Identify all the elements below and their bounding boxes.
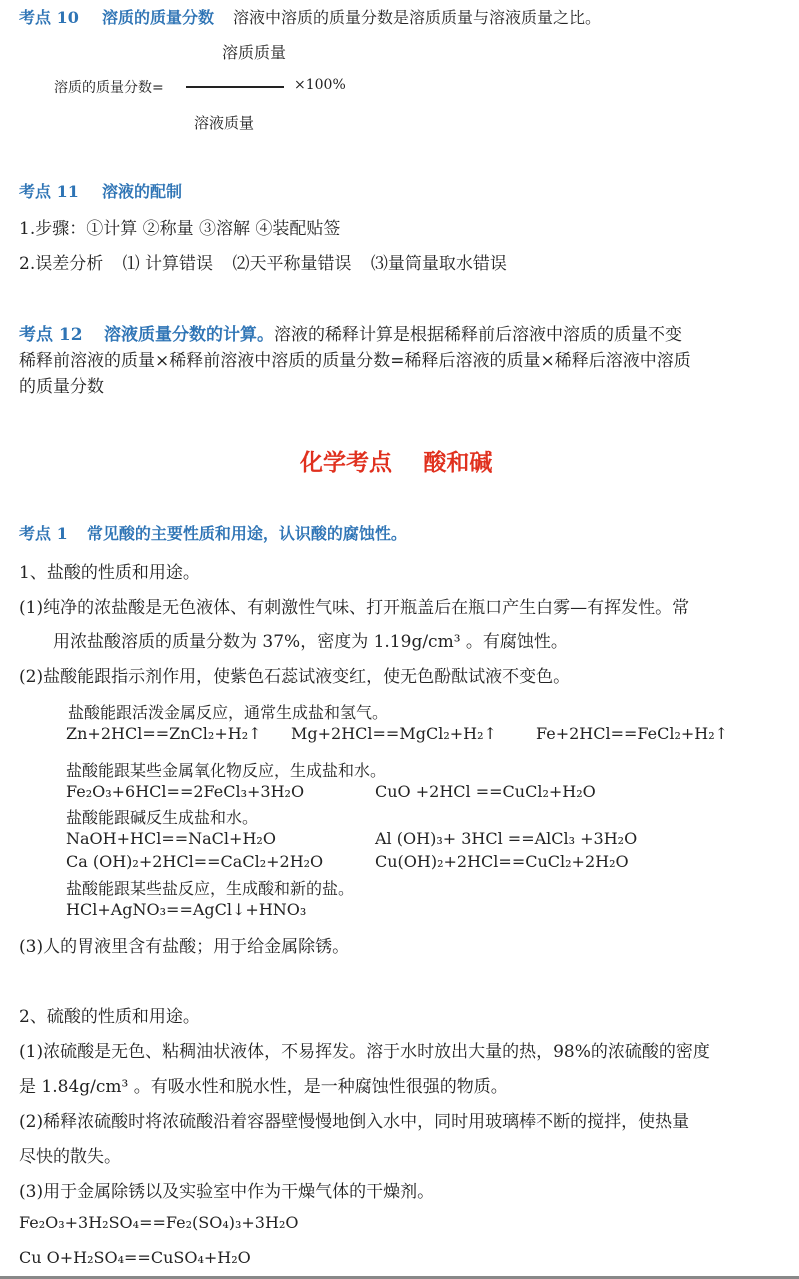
formula-lhs: 溶质的质量分数= (54, 80, 164, 96)
h2so4-p1-line2: 是 1.84g/cm³ 。有吸水性和脱水性，是一种腐蚀性很强的物质。 (19, 1077, 508, 1097)
k11-title: 溶液的配制 (101, 182, 182, 201)
formula-denominator: 溶液质量 (194, 114, 255, 132)
k11-step2-item2: ⑵天平称量错误 (232, 254, 352, 274)
eq-aloh3: Al (OH)₃+ 3HCl ==AlCl₃ +3H₂O (375, 829, 638, 848)
hcl-p2: (2)盐酸能跟指示剂作用，使紫色石蕊试液变红，使无色酚酞试液不变色。 (19, 667, 571, 687)
k12-title: 溶液质量分数的计算。 (103, 325, 274, 345)
section-title (300, 444, 492, 477)
eq-zn: Zn+2HCl==ZnCl₂+H₂↑ (66, 724, 262, 743)
hcl-reaction-metal: 盐酸能跟活泼金属反应，通常生成盐和氢气。 (68, 703, 389, 722)
k11-step2-item3: ⑶量筒量取水错误 (370, 254, 507, 274)
k11-step2-item1: ⑴ 计算错误 (122, 254, 214, 274)
formula-times: ×100% (294, 77, 346, 93)
hcl-reaction-oxide: 盐酸能跟某些金属氧化物反应，生成盐和水。 (66, 761, 387, 780)
k12-line2: 稀释前溶液的质量×稀释前溶液中溶质的质量分数=稀释后溶液的质量×稀释后溶液中溶质 (19, 351, 691, 371)
k11-step2-label: 2.误差分析 (19, 254, 104, 274)
k12-label: 考点 12 (19, 325, 83, 345)
hcl-reaction-salt: 盐酸能跟某些盐反应，生成酸和新的盐。 (66, 879, 355, 898)
k10-heading (19, 5, 601, 28)
eq-cuo-h2so4: Cu O+H₂SO₄==CuSO₄+H₂O (19, 1248, 251, 1267)
h2so4-p1-line1: (1)浓硫酸是无色、粘稠油状液体，不易挥发。溶于水时放出大量的热，98%的浓硫酸的密度 (19, 1042, 710, 1062)
h2so4-heading: 2、硫酸的性质和用途。 (19, 1007, 200, 1027)
eq-naoh: NaOH+HCl==NaCl+H₂O (66, 829, 276, 848)
hcl-p3: (3)人的胃液里含有盐酸；用于给金属除锈。 (19, 937, 350, 957)
eq-mg: Mg+2HCl==MgCl₂+H₂↑ (291, 724, 497, 743)
hcl-reaction-base: 盐酸能跟碱反生成盐和水。 (66, 808, 259, 827)
eq-fe: Fe+2HCl==FeCl₂+H₂↑ (536, 724, 729, 743)
section-title-main: 化学考点 (300, 449, 392, 476)
eq-fe2o3-h2so4: Fe₂O₃+3H₂SO₄==Fe₂(SO₄)₃+3H₂O (19, 1213, 299, 1232)
k11-step2 (19, 249, 507, 274)
eq-agno3: HCl+AgNO₃==AgCl↓+HNO₃ (66, 900, 307, 919)
formula-numerator: 溶质质量 (222, 43, 287, 62)
fraction-line (186, 86, 284, 88)
k12-line3: 的质量分数 (19, 377, 104, 397)
k1-title: 常见酸的主要性质和用途，认识酸的腐蚀性。 (86, 524, 407, 543)
hcl-p1-line1: (1)纯净的浓盐酸是无色液体、有刺激性气味、打开瓶盖后在瓶口产生白雾—有挥发性。常 (19, 598, 690, 618)
k11-label: 考点 11 (19, 182, 79, 201)
h2so4-p2-line1: (2)稀释浓硫酸时将浓硫酸沿着容器壁慢慢地倒入水中，同时用玻璃棒不断的搅拌，使热量 (19, 1112, 690, 1132)
eq-fe2o3: Fe₂O₃+6HCl==2FeCl₃+3H₂O (66, 782, 305, 801)
k10-title: 溶质的质量分数 (101, 8, 214, 27)
h2so4-p2-line2: 尽快的散失。 (19, 1147, 121, 1167)
eq-cuoh2: Cu(OH)₂+2HCl==CuCl₂+2H₂O (375, 852, 629, 871)
eq-caoh2: Ca (OH)₂+2HCl==CaCl₂+2H₂O (66, 852, 324, 871)
k12-heading (19, 320, 682, 345)
hcl-heading: 1、盐酸的性质和用途。 (19, 563, 200, 583)
section-title-sub: 酸和碱 (423, 449, 493, 476)
k1-heading (19, 521, 407, 544)
h2so4-p3: (3)用于金属除锈以及实验室中作为干燥气体的干燥剂。 (19, 1182, 435, 1202)
k11-step1: 1.步骤：①计算 ②称量 ③溶解 ④装配贴签 (19, 219, 341, 239)
k10-desc: 溶液中溶质的质量分数是溶质质量与溶液质量之比。 (233, 8, 602, 27)
hcl-p1-line2: 用浓盐酸溶质的质量分数为 37%，密度为 1.19g/cm³ 。有腐蚀性。 (53, 632, 568, 652)
k1-label: 考点 1 (19, 524, 68, 543)
k11-heading (19, 179, 182, 202)
eq-cuo: CuO +2HCl ==CuCl₂+H₂O (375, 782, 596, 801)
k12-line1: 溶液的稀释计算是根据稀释前后溶液中溶质的质量不变 (273, 325, 682, 345)
k10-label: 考点 10 (19, 8, 79, 27)
